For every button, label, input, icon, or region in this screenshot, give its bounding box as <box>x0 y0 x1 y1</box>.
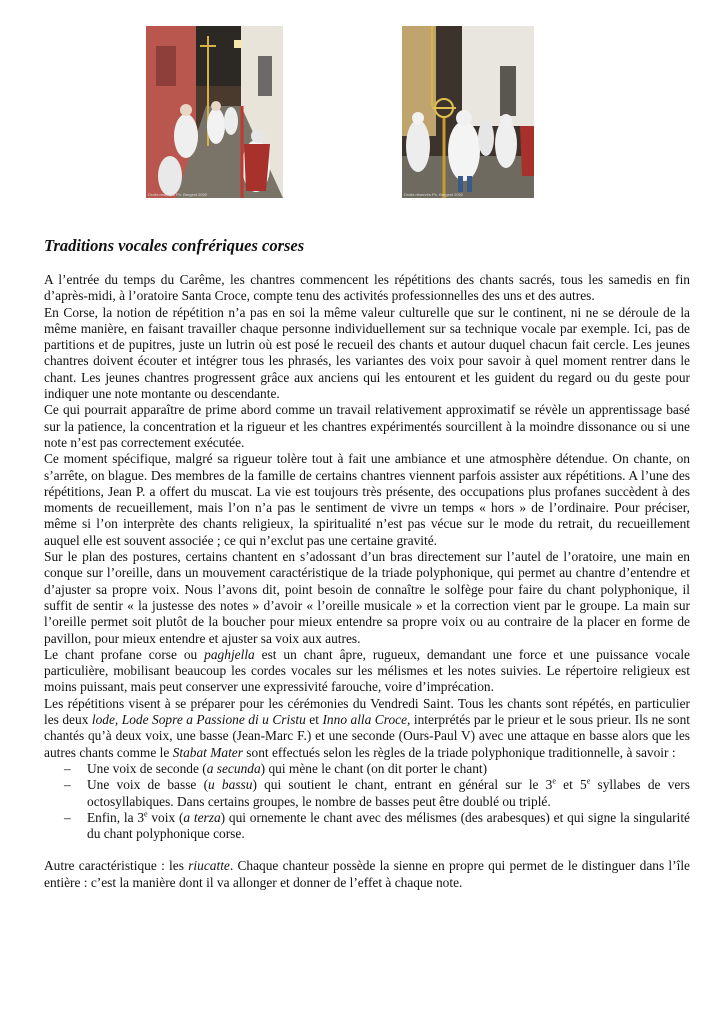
text-run: ) qui mène le chant (on dit porter le chant) <box>260 760 488 776</box>
article-title: Traditions vocales confrériques corses <box>44 236 305 255</box>
emphasis-inno: Inno alla Croce <box>322 712 408 728</box>
emphasis: a secunda <box>206 760 261 776</box>
procession-photo-1 <box>146 26 283 198</box>
paragraph <box>44 696 690 761</box>
paragraph <box>44 858 690 891</box>
paragraph <box>44 647 690 696</box>
list-item <box>44 761 690 777</box>
text-run: , interprétés par le prieur et le sous prieur. Ils ne sont chantés qu’à deux voix, une basse (Jean-Marc F.) et une seconde (Ours-Paul V) avec une attaque en basse alors que les autres chants comme le <box>44 712 691 760</box>
list-item <box>44 810 690 843</box>
spacer <box>44 842 690 858</box>
article-body <box>44 272 690 891</box>
text-run: Une voix de basse ( <box>87 777 209 793</box>
text-run: ) qui soutient le chant, entrant en général sur le 3 <box>252 777 553 793</box>
procession-photo-1-image <box>146 26 283 198</box>
text-run: est un chant âpre, rugueux, demandant une force et une puissance vocale particulière, mobilisant beaucoup les cordes vocales sur les mélismes et les notes suivies. Le répertoire religieux est moins puissant, mais peut conserver une expressivité farouche, voire d’imprécation. <box>44 646 690 695</box>
text-run: Autre caractéristique : les <box>44 858 189 874</box>
superscript: e <box>586 776 591 786</box>
emphasis-riucatte: riucatte <box>188 858 230 874</box>
dash-bullet: – <box>64 760 71 776</box>
emphasis-stabat-mater: Stabat Mater <box>172 744 243 760</box>
paragraph: Ce moment spécifique, malgré sa rigueur tolère tout à fait une ambiance et une atmosphère détendue. On chante, on s’arrête, on blague. Des membres de la famille de certains chantres viennent parfois assister aux répétitions. A l’une des répétitions, Jean P. a offert du muscat. La vie est toujours très présente, des occupations plus profanes succèdent à des moments de recueillement, mais l’on n’a pas le sentiment de vivre un temps « hors » de l’ordinaire. Pour préciser, même si l’on interprète des chants religieux, la spiritualité n’est pas vécue sur le mode du retrait, du recueillement auquel elle est souvent associée ; ce qui n’exclut pas une certaine gravité. <box>44 451 690 548</box>
text-run: . Chaque chanteur possède la sienne en propre qui permet de le distinguer dans l’île entière : c’est la manière dont il va allonger et donner de l’effet à chaque note. <box>44 858 690 890</box>
paragraph: A l’entrée du temps du Carême, les chantres commencent les répétitions des chants sacrés, tous les samedis en fin d’après-midi, à l’oratoire Santa Croce, compte tenu des activités professionnelles des uns et des autres. <box>44 272 690 304</box>
emphasis-paghjella: paghjella <box>204 646 255 662</box>
text-run: et 5 <box>555 777 587 793</box>
text-run: Les répétitions visent à se préparer pour les cérémonies du Vendredi Saint. Tous les chants sont répétés, en particulier les deux <box>44 695 690 728</box>
paragraph: Ce qui pourrait apparaître de prime abord comme un travail relativement approximatif se révèle un apprentissage basé sur la patience, la concentration et la rigueur et les chantres expérimentés sourcillent à la moindre dissonance ou si une note n’est pas correctement exécutée. <box>44 402 690 450</box>
text-run: Une voix de seconde ( <box>87 760 207 776</box>
procession-photo-2 <box>402 26 534 198</box>
dash-bullet: – <box>64 777 71 793</box>
emphasis-lode: lode, Lode Sopre a Passione di u Cristu <box>91 712 306 728</box>
list-item <box>44 777 690 810</box>
photo-credit: Droits réservés Ph. Bergeot 2002 <box>404 192 464 197</box>
dash-bullet: – <box>64 809 71 825</box>
voices-list <box>44 761 690 842</box>
text-run: syllabes de vers octosyllabiques. Dans certains groupes, le nombre de basses peut être doublé ou triplé. <box>87 777 690 809</box>
paragraph: Sur le plan des postures, certains chantent en s’adossant d’un bras directement sur l’autel de l’oratoire, une main en conque sur l’oreille, dans un mouvement caractéristique de la triade polyphonique, qui permet au chantre d’entendre et d’ajuster sa propre voix. Nous l’avons dit, point besoin de connaître le solfège pour faire du chant polyphonique, il suffit de sentir « la justesse des notes » d’avoir « l’oreille musicale » et la correction vient par le groupe. La main sur l’oreille permet soit plutôt de la boucher pour mieux entendre sa propre voix ou au contraire de la placer en forme de pavillon, pour mieux entendre et ajuster sa voix aux autres. <box>44 549 690 646</box>
text-run: ) qui ornemente le chant avec des mélismes (des arabesques) et qui signe la singularité du chant polyphonique corse. <box>87 809 690 842</box>
emphasis: a terza <box>183 809 221 825</box>
emphasis: u bassu <box>208 777 253 793</box>
text-run: voix ( <box>147 809 184 825</box>
superscript: e <box>552 776 556 786</box>
superscript: e <box>144 809 148 819</box>
text-run: et <box>305 712 323 728</box>
paragraph: En Corse, la notion de répétition n’a pas en soi la même valeur culturelle que sur le continent, ni ne se déroule de la même manière, en faisant travailler chaque personne individuellement sur sa technique vocale par exemple. Ici, pas de partitions et de pupitres, juste un lutrin où est posé le recueil des chants et autour duquel chacun fait cercle. Les jeunes chantres doivent écouter et intégrer tous les phrasés, les variantes des voix pour savoir à quel moment rentrer dans le chant. Les jeunes chantres progressent grâce aux anciens qui les entourent et les guident du regard ou du geste pour indiquer une note montante ou descendante. <box>44 304 690 402</box>
text-run: Le chant profane corse ou <box>44 646 205 662</box>
text-run: sont effectués selon les règles de la triade polyphonique traditionnelle, à savoir : <box>242 744 676 760</box>
photo-credit: Droits réservés Ph. Bergeot 2002 <box>148 192 208 197</box>
text-run: Enfin, la 3 <box>87 809 145 825</box>
procession-photo-2-image <box>402 26 534 198</box>
